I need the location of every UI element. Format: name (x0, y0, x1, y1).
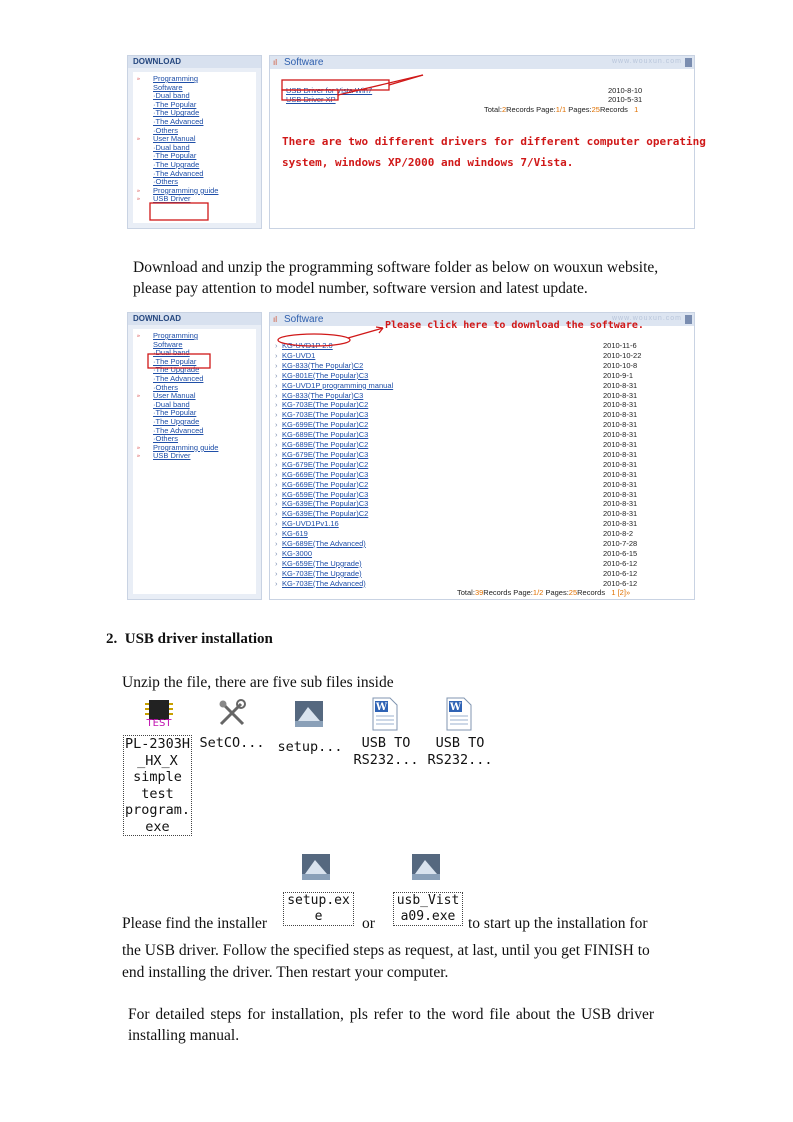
software-date: 2010-5-31 (608, 95, 643, 104)
software-date: 2010-8-31 (603, 479, 638, 489)
software-link[interactable]: USB Driver for Vista Win7 (286, 86, 373, 95)
arrow-icon: › (275, 350, 278, 360)
file-label: USB TO RS232... (353, 735, 419, 768)
software-link[interactable]: KG-689E(The Popular)C2 (282, 440, 369, 449)
arrow-icon: › (275, 420, 278, 430)
website-screenshot-1 (127, 52, 706, 230)
software-link[interactable]: KG-669E(The Popular)C2 (282, 479, 369, 489)
file-item[interactable] (123, 694, 193, 834)
arrow-icon: › (275, 390, 278, 400)
arrow-icon: › (275, 341, 278, 350)
paragraph-line: Download and unzip the programming software folder as below on wouxun website, (133, 259, 659, 276)
software-title: Software (284, 57, 324, 68)
software-date: 2010-8-31 (603, 400, 638, 410)
word-doc-icon (444, 696, 474, 732)
software-link[interactable]: KG-UVD1P programming manual (282, 380, 394, 390)
tools-icon (215, 696, 249, 730)
download-menu-item[interactable]: ·Dual band (153, 91, 190, 101)
software-link[interactable]: KG-659E(The Upgrade) (282, 558, 362, 568)
software-link[interactable]: KG-703E(The Popular)C3 (282, 410, 369, 420)
software-date: 2010-11-6 (603, 341, 637, 350)
software-date: 2010-6-12 (603, 568, 638, 578)
bullet-icon: » (137, 196, 140, 203)
installer-icon (300, 852, 332, 884)
software-date: 2010-9-1 (603, 370, 634, 380)
arrow-icon: › (275, 449, 278, 459)
page-links[interactable]: 1 [2] (611, 588, 626, 597)
software-date: 2010-8-31 (603, 430, 638, 440)
arrow-icon: › (275, 529, 278, 539)
software-link[interactable]: KG-3000 (282, 548, 313, 558)
software-date: 2010-8-2 (603, 529, 634, 539)
download-menu-item[interactable]: ·Dual band (153, 348, 190, 358)
file-item[interactable] (197, 694, 267, 754)
arrow-icon: › (275, 548, 278, 558)
software-date: 2010-6-12 (603, 558, 638, 568)
software-date: 2010-8-31 (603, 420, 638, 430)
software-date: 2010-10-22 (603, 350, 642, 360)
arrow-icon: › (275, 440, 278, 449)
download-menu-item[interactable]: User Manual (153, 134, 196, 144)
download-menu-item[interactable]: Programming Software (153, 331, 199, 349)
software-link[interactable]: KG-UVD1 (282, 350, 316, 360)
software-link[interactable]: KG-669E(The Popular)C3 (282, 469, 369, 479)
download-menu-item[interactable]: ·The Upgrade (153, 417, 200, 426)
software-link[interactable]: KG-703E(The Popular)C2 (282, 400, 369, 410)
pagination-summary: Total:39Records Page:1/2 Pages:25Records 1 [2]» (457, 588, 631, 597)
software-link[interactable]: KG-619 (282, 529, 308, 539)
arrow-icon: › (275, 400, 278, 410)
download-menu-item[interactable]: ·The Upgrade (153, 160, 200, 169)
download-menu-item[interactable]: ·The Advanced (153, 168, 204, 178)
bullet-icon: » (137, 76, 140, 82)
arrow-icon: › (275, 519, 278, 529)
software-link[interactable]: KG-639E(The Popular)C3 (282, 499, 369, 509)
svg-text:W: W (449, 702, 462, 713)
software-date: 2010-8-31 (603, 380, 638, 390)
page-link[interactable]: 1 (634, 105, 639, 114)
arrow-icon: › (275, 558, 278, 568)
software-date: 2010-8-31 (603, 440, 638, 449)
download-menu-item[interactable]: ·Others (153, 434, 179, 444)
pagination-summary: Total:2Records Page:1/1 Pages:25Records 1 (484, 105, 639, 114)
download-menu-item[interactable]: ·Others (153, 125, 179, 135)
paragraph-line: please pay attention to model number, software version and latest update. (133, 280, 588, 297)
bullet-icon: » (137, 333, 140, 339)
download-menu-item[interactable]: ·The Upgrade (153, 108, 200, 118)
download-menu-item[interactable]: ·The Advanced (153, 374, 204, 383)
intro-text: Unzip the file, there are five sub files inside (122, 674, 394, 691)
file-label: setup... (277, 739, 343, 755)
software-date: 2010-8-31 (603, 519, 638, 529)
chart-icon: ıl (273, 315, 277, 324)
download-menu-item[interactable]: Programming guide (153, 185, 219, 195)
download-menu-item[interactable]: ·Dual band (153, 399, 190, 409)
software-link[interactable]: KG-679E(The Popular)C2 (282, 459, 369, 469)
arrow-icon: › (275, 578, 278, 588)
software-link[interactable]: KG-689E(The Advanced) (282, 539, 366, 548)
arrow-icon: › (275, 509, 278, 519)
download-menu-item[interactable]: Programming Software (153, 74, 199, 92)
download-menu-item[interactable]: ·The Advanced (153, 425, 204, 435)
annotation-overlay (127, 309, 695, 601)
arrow-icon: › (275, 380, 278, 390)
arrow-icon: › (275, 489, 278, 499)
svg-text:TEST: TEST (146, 718, 172, 729)
arrow-icon: › (275, 568, 278, 578)
download-menu-item[interactable]: USB Driver (153, 194, 191, 204)
software-date: 2010-6-12 (603, 578, 638, 588)
bullet-icon: » (137, 393, 140, 400)
download-menu-item[interactable]: ·The Popular (153, 408, 197, 418)
arrow-icon: › (275, 499, 278, 509)
arrow-icon: › (275, 539, 278, 548)
software-link[interactable]: KG-801E(The Popular)C3 (282, 370, 369, 380)
annotation-overlay (127, 52, 695, 230)
arrow-icon: › (275, 370, 278, 380)
software-link[interactable]: KG-833(The Popular)C3 (282, 390, 364, 400)
download-menu-item[interactable]: User Manual (153, 391, 196, 401)
download-menu-item[interactable]: ·Dual band (153, 142, 190, 152)
installer-2-label[interactable]: usb_Vist a09.exe (393, 892, 463, 926)
installer-icon (410, 852, 442, 884)
annotation-note: Please click here to download the software. (385, 320, 644, 331)
software-link[interactable]: KG-833(The Popular)C2 (282, 360, 364, 370)
annotation-line-1: There are two different drivers for different computer operating (282, 135, 706, 148)
download-menu-item[interactable]: ·Others (153, 382, 179, 392)
file-item[interactable] (424, 694, 496, 774)
arrow-icon: › (275, 459, 278, 469)
download-menu-item[interactable]: ·The Popular (153, 151, 197, 161)
detail-line: installing manual. (128, 1027, 240, 1044)
software-link[interactable]: KG-703E(The Upgrade) (282, 568, 362, 578)
arrow-icon: › (275, 469, 278, 479)
annotation-line-2: system, windows XP/2000 and windows 7/Vista. (282, 156, 574, 169)
file-label: PL-2303H _HX_X simple test program. exe (124, 736, 191, 835)
download-menu-item[interactable]: USB Driver (153, 451, 191, 461)
chip-test-icon (141, 696, 177, 730)
watermark: www.wouxun.com (611, 315, 682, 322)
software-date: 2010-8-10 (608, 86, 643, 95)
software-date: 2010-8-31 (603, 459, 638, 469)
software-date: 2010-10-8 (603, 360, 638, 370)
software-link[interactable]: KG-UVD1Pv1.16 (282, 519, 339, 529)
software-date: 2010-8-31 (603, 499, 638, 509)
website-screenshot-2 (127, 309, 695, 601)
watermark: www.wouxun.com (611, 58, 682, 65)
section-heading: 2. USB driver installation (106, 631, 273, 647)
software-link[interactable]: USB Driver XP (286, 95, 336, 104)
software-link[interactable]: KG-689E(The Popular)C3 (282, 430, 369, 440)
software-link[interactable]: KG-703E(The Advanced) (282, 578, 366, 588)
svg-text:W: W (375, 702, 388, 713)
download-menu-item[interactable]: Programming guide (153, 442, 219, 452)
installer-icon (293, 699, 325, 731)
software-date: 2010-8-31 (603, 489, 638, 499)
software-link[interactable]: KG-639E(The Popular)C2 (282, 509, 369, 519)
word-doc-icon (370, 696, 400, 732)
software-link[interactable]: KG-659E(The Popular)C3 (282, 489, 369, 499)
software-link[interactable]: KG-699E(The Popular)C2 (282, 420, 369, 430)
file-item[interactable] (273, 694, 347, 754)
find-installer-text: Please find the installer (122, 915, 268, 932)
bullet-icon: » (137, 444, 140, 451)
body-line: the USB driver. Follow the specified steps as request, at last, until you get FINISH to (122, 942, 650, 959)
download-header: DOWNLOAD (128, 56, 261, 68)
software-date: 2010-8-31 (603, 390, 638, 400)
bullet-icon: » (137, 187, 140, 194)
bullet-icon: » (137, 136, 140, 143)
software-date: 2010-8-31 (603, 469, 638, 479)
software-date: 2010-8-31 (603, 509, 638, 519)
body-line: end installing the driver. Then restart your computer. (122, 964, 449, 981)
software-title: Software (284, 314, 324, 325)
software-date: 2010-8-31 (603, 449, 638, 459)
find-installer-text-2: to start up the installation for (468, 915, 648, 932)
download-menu-item[interactable]: ·Others (153, 177, 179, 187)
detail-line: For detailed steps for installation, pls refer to the word file about the USB driver (128, 1006, 655, 1023)
arrow-icon: › (275, 430, 278, 440)
download-menu-item[interactable]: ·The Upgrade (153, 365, 200, 375)
arrow-icon: › (275, 410, 278, 420)
download-menu-item[interactable]: ·The Popular (153, 356, 197, 366)
chart-icon: ıl (273, 58, 277, 67)
download-header: DOWNLOAD (128, 313, 261, 325)
software-link[interactable]: KG-679E(The Popular)C3 (282, 449, 369, 459)
software-date: 2010-6-15 (603, 548, 638, 558)
file-label: SetCO... (199, 735, 265, 751)
installer-1-label[interactable]: setup.ex e (283, 892, 354, 926)
software-date: 2010-7-28 (603, 539, 638, 548)
download-menu-item[interactable]: ·The Advanced (153, 117, 204, 126)
software-link[interactable]: KG-UVD1P 2.0 (282, 341, 333, 350)
file-label: USB TO RS232... (427, 735, 493, 768)
arrow-icon: › (275, 360, 278, 370)
file-item[interactable] (350, 694, 422, 774)
bullet-icon: » (137, 453, 140, 460)
download-menu-item[interactable]: ·The Popular (153, 99, 197, 109)
software-date: 2010-8-31 (603, 410, 638, 420)
fast-forward-icon[interactable]: » (625, 588, 631, 597)
or-text: or (362, 915, 375, 932)
arrow-icon: › (275, 479, 278, 489)
